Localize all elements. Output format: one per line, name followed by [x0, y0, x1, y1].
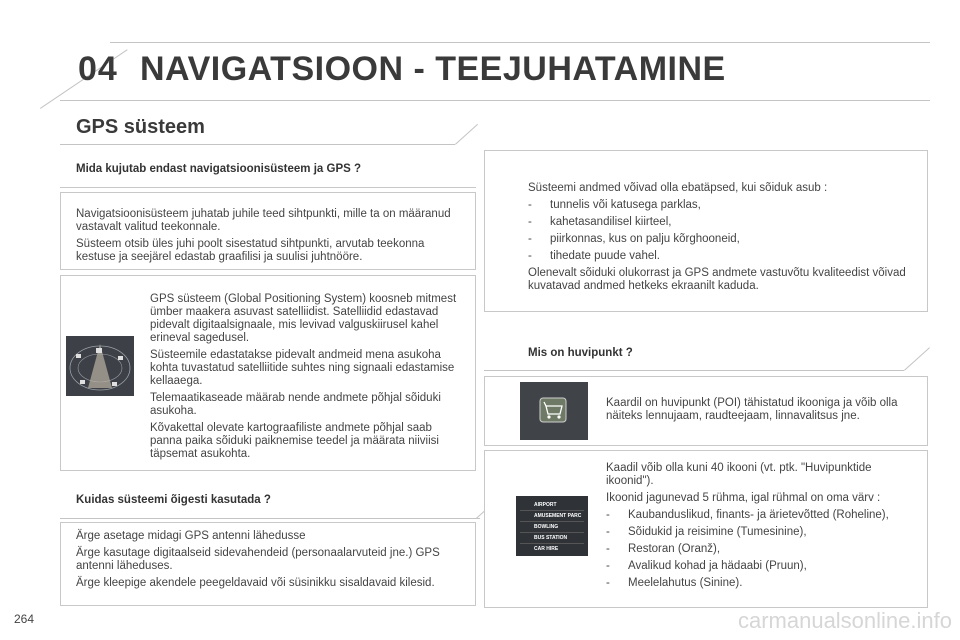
poi-desc: Kaardil on huvipunkt (POI) tähistatud ikooniga ja võib olla näiteks lennujaam, raudteejaam, linnavalitsus jne. [606, 397, 898, 422]
poi-menu-item: AMUSEMENT PARC [520, 511, 584, 522]
gps-body [150, 293, 466, 465]
list-item: - tihedate puude vahel. [528, 250, 920, 263]
icons-intro: Ikoonid jagunevad 5 rühma, igal rühmal on oma värv : [606, 492, 881, 504]
q1-body [76, 208, 466, 268]
gps-paragraph: Telemaatikaseade määrab nende andmete põhjal sõiduki asukoha. [150, 392, 441, 417]
poi-icon-illustration [520, 382, 588, 440]
icons-intro: Kaadil võib olla kuni 40 ikooni (vt. ptk. "Huvipunktide ikoonid"). [606, 462, 872, 487]
list-item: - tunnelis või katusega parklas, [528, 199, 920, 212]
list-item: - piirkonnas, kus on palju kõrghooneid, [528, 233, 920, 246]
q2-rule [60, 518, 480, 519]
inaccuracy-outro: Olenevalt sõiduki olukorrast ja GPS andmete vastuvõtu kvaliteedist võivad kuvatavad andmed hetkeks ekraanilt kaduda. [528, 267, 906, 292]
q2-paragraph: Ärge asetage midagi GPS antenni lähedusse [76, 530, 306, 542]
section-title: GPS süsteem [76, 116, 205, 138]
poi-menu-item: AIRPORT [520, 500, 584, 511]
poi-rule [484, 370, 904, 371]
section-rule-diagonal [455, 124, 478, 145]
gps-paragraph: Süsteemile edastatakse pidevalt andmeid mena asukoha kohta tuvastatud satelliitide suhtes ning signaali edastamise kellaaega. [150, 349, 455, 387]
icons-body [606, 462, 922, 594]
gps-paragraph: GPS süsteem (Global Positioning System) koosneb mitmest ümber maakera asuvast satelliidist. Satelliidid edastavad pidevalt digitaalsignaale, mis levivad valguskiirusel kahel erineval sagedusel. [150, 293, 457, 344]
poi-menu-item: BUS STATION [520, 533, 584, 544]
header-rule-bottom [60, 100, 930, 101]
poi-menu-illustration [516, 496, 588, 556]
gps-paragraph: Kõvakettal olevate kartograafiliste andmete põhjal saab panna paika sõiduki paiknemise teedel ja määrata niiviisi täpsemat asukohta. [150, 422, 439, 460]
list-item: - Meelelahutus (Sinine). [606, 577, 922, 590]
watermark: carmanualsonline.info [737, 608, 952, 633]
chapter-number: 04 [78, 50, 118, 88]
poi-menu-item: CAR HIRE [534, 546, 559, 552]
poi-menu-item: BOWLING [520, 522, 584, 533]
q1-title: Mida kujutab endast navigatsioonisüsteem ja GPS ? [76, 163, 362, 175]
q2-paragraph: Ärge kasutage digitaalseid sidevahendeid (personaalarvuteid jne.) GPS antenni läheduses. [76, 547, 440, 572]
inaccuracy-body [528, 182, 920, 297]
inaccuracy-intro: Süsteemi andmed võivad olla ebatäpsed, kui sõiduk asub : [528, 182, 828, 194]
section-rule [60, 144, 455, 145]
q2-title: Kuidas süsteemi õigesti kasutada ? [76, 494, 271, 506]
list-item: - kahetasandilisel kiirteel, [528, 216, 920, 229]
q1-paragraph: Süsteem otsib üles juhi poolt sisestatud sihtpunkti, arvutab teekonna kestuse ja seejärel edastab graafilisi ja suulisi juhtnööre. [76, 238, 425, 263]
poi-rule-diagonal [904, 347, 930, 370]
list-item: - Avalikud kohad ja hädaabi (Pruun), [606, 560, 922, 573]
list-item: - Kaubanduslikud, finants- ja ärietevõtted (Roheline), [606, 509, 922, 522]
icon-groups-list [606, 509, 922, 590]
q2-body [76, 530, 472, 594]
chapter-title: NAVIGATSIOON - TEEJUHATAMINE [140, 50, 726, 88]
poi-title: Mis on huvipunkt ? [528, 347, 633, 359]
q1-paragraph: Navigatsioonisüsteem juhatab juhile teed sihtpunkti, mille ta on määranud vastavalt valitud teekonnale. [76, 208, 451, 233]
list-item: - Sõidukid ja reisimine (Tumesinine), [606, 526, 922, 539]
list-item: - Restoran (Oranž), [606, 543, 922, 556]
q2-paragraph: Ärge kleepige akendele peegeldavaid või süsinikku sisaldavaid kilesid. [76, 577, 435, 589]
header-rule-top [110, 42, 930, 43]
inaccuracy-list [528, 199, 920, 263]
satellite-illustration [66, 336, 134, 396]
page-number: 264 [14, 612, 35, 626]
